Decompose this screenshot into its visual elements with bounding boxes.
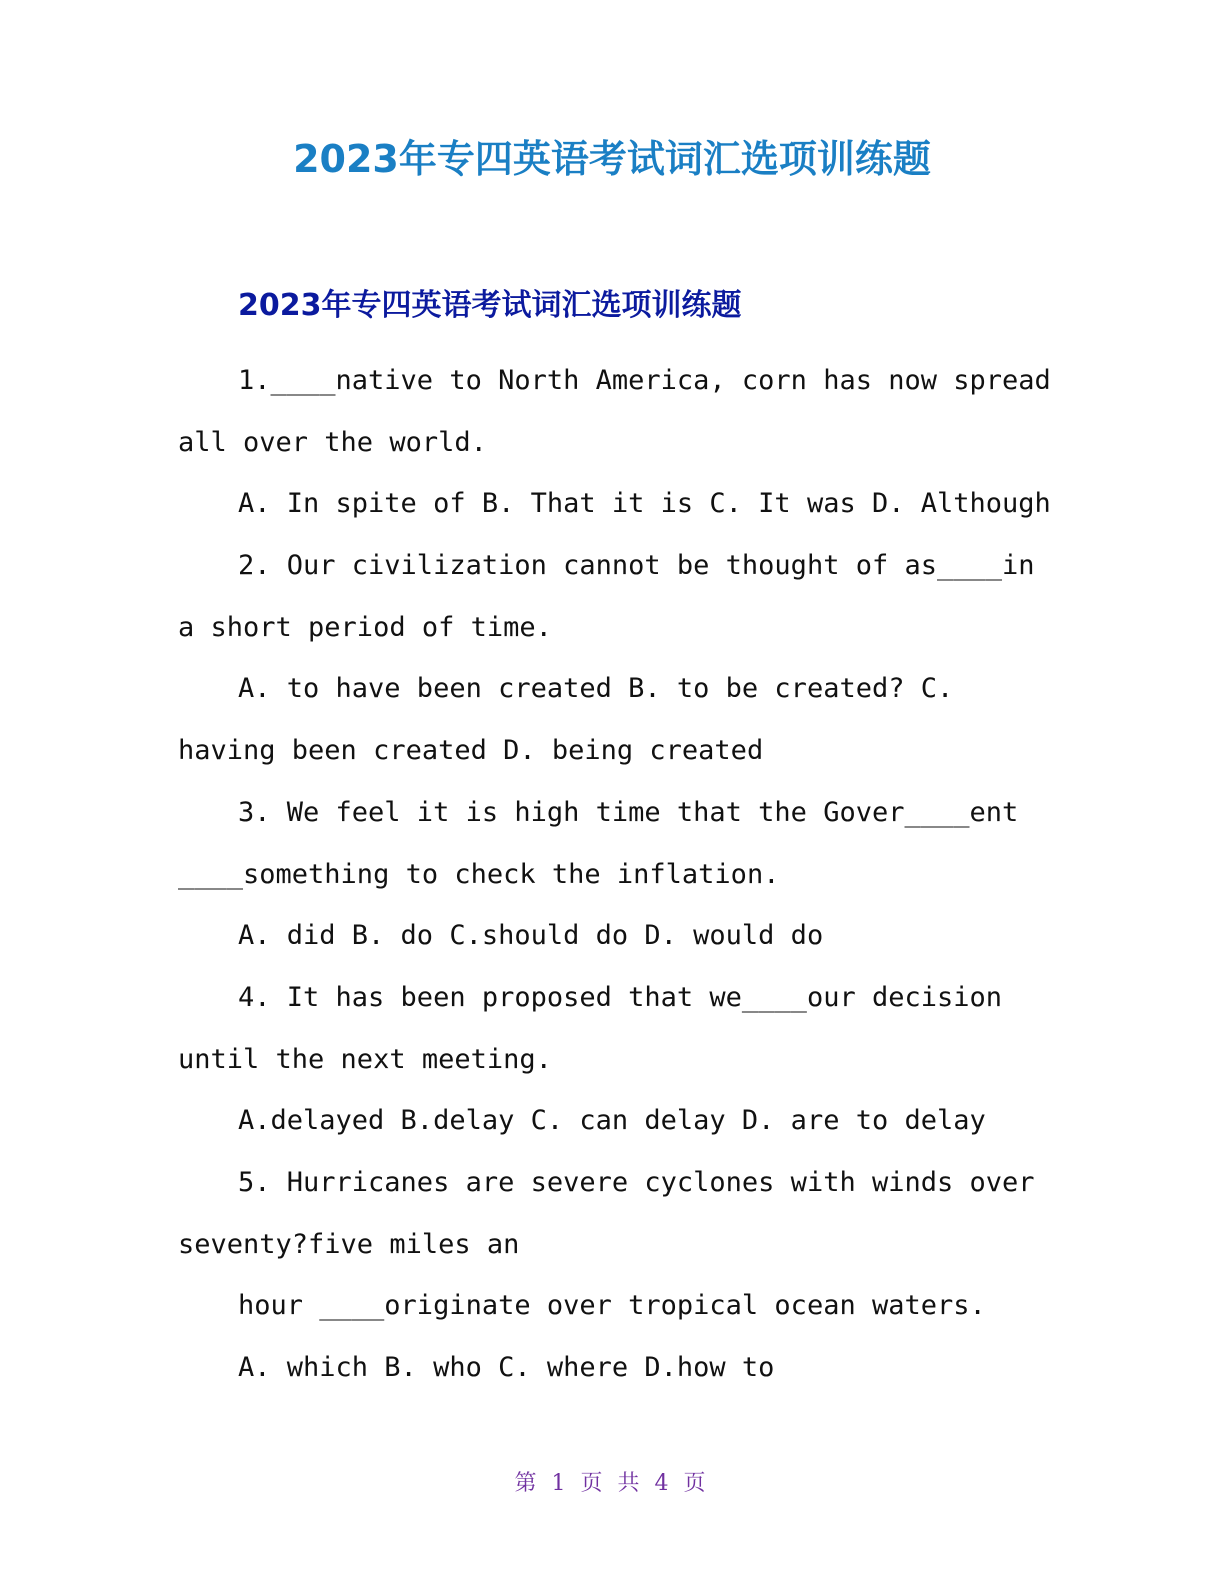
answer-options: A.delayed B.delay C. can delay D. are to delay bbox=[238, 1105, 986, 1137]
answer-options: A. In spite of B. That it is C. It was D. Although bbox=[238, 488, 1051, 520]
text-line: hour ____originate over tropical ocean waters. bbox=[238, 1290, 986, 1322]
answer-options: A. to have been created B. to be created? C. bbox=[238, 673, 954, 705]
text-line: until the next meeting. bbox=[178, 1043, 552, 1075]
text-line: 1.____native to North America, corn has now spread bbox=[238, 365, 1051, 396]
text-line: seventy?five miles an bbox=[178, 1228, 520, 1260]
document-subtitle: 2023年专四英语考试词汇选项训练题 bbox=[238, 288, 742, 323]
question-body bbox=[178, 350, 1051, 1399]
document-title: 2023年专四英语考试词汇选项训练题 bbox=[293, 137, 931, 181]
text-line: a short period of time. bbox=[178, 611, 552, 643]
text-line: all over the world. bbox=[178, 426, 487, 458]
answer-options: A. which B. who C. where D.how to bbox=[238, 1352, 775, 1383]
answer-options: A. did B. do C.should do D. would do bbox=[238, 920, 824, 952]
text-line: 4. It has been proposed that we____our decision bbox=[238, 981, 1003, 1013]
text-line: 3. We feel it is high time that the Gover____ent bbox=[238, 796, 1019, 828]
text-line: ____something to check the inflation. bbox=[178, 858, 780, 890]
page-footer: 第 1 页 共 4 页 bbox=[514, 1471, 710, 1496]
text-line: 5. Hurricanes are severe cyclones with winds over bbox=[238, 1166, 1035, 1198]
text-line: 2. Our civilization cannot be thought of as____in bbox=[238, 550, 1035, 582]
answer-options: having been created D. being created bbox=[178, 735, 764, 767]
